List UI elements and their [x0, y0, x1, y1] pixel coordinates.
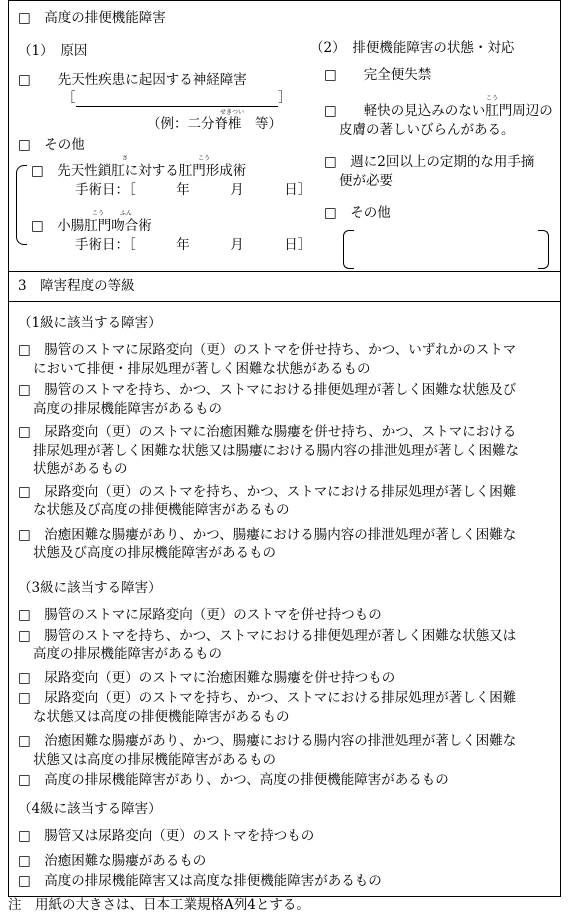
ruby-kou: こう — [198, 155, 211, 162]
grade1-item-3[interactable]: □ 尿路変向（更）のストマに治癒困難な腸瘻を併せ持ち、かつ、ストマにおける — [18, 424, 517, 440]
sub2-checkbox[interactable]: □ 小腸肛門吻合術 — [31, 218, 152, 234]
grade3-item-2[interactable]: □ 腸管のストマを持ち、かつ、ストマにおける排便処理が著しく困難な状態又は — [18, 627, 517, 644]
grade4-item-2[interactable]: □ 治癒困難な腸瘻があるもの — [18, 852, 207, 869]
grade4-item-3[interactable]: □ 高度の排尿機能障害又は高度な排便機能障害があるもの — [18, 873, 382, 889]
grade3-title: （3級に該当する障害） — [18, 580, 162, 596]
grade3-item-2-cont-1: 高度の排尿機能障害があるもの — [33, 646, 222, 662]
cause-other-checkbox[interactable]: □ その他 — [18, 137, 85, 153]
other-box-tl[interactable] — [343, 230, 354, 241]
brace-line — [16, 174, 17, 234]
disease-input-line[interactable] — [76, 106, 278, 107]
grade3-item-5-cont-1: 状態又は高度の排尿機能障害があるもの — [33, 751, 276, 768]
footnote: 注 用紙の大きさは、日本工業規格A列4とする。 — [8, 897, 310, 913]
cause-title: （1） 原因 — [18, 43, 88, 59]
ruby-kou3: こう — [486, 95, 499, 102]
ruby-fun: ふん — [120, 210, 133, 217]
sub1-checkbox[interactable]: □ 先天性鎖肛に対する肛門形成術 — [31, 163, 247, 179]
other-box-left — [343, 239, 344, 259]
grade1-item-5-cont-1: 状態及び高度の排尿機能障害があるもの — [33, 545, 276, 561]
grade3-item-6[interactable]: □ 高度の排尿機能障害があり、かつ、高度の排便機能障害があるもの — [18, 772, 449, 788]
grade1-item-3-cont-2: 状態があるもの — [33, 461, 128, 477]
state-manual-evacuation-line2: 便が必要 — [339, 173, 393, 189]
other-box-bl — [343, 258, 354, 269]
state-complete-incontinence[interactable]: □ 完全便失禁 — [324, 67, 432, 83]
grade1-item-4[interactable]: □ 尿路変向（更）のストマを持ち、かつ、ストマにおける排尿処理が著しく困難 — [18, 483, 517, 500]
grade1-item-5[interactable]: □ 治癒困難な腸瘻があり、かつ、腸瘻における腸内容の排泄処理が著しく困難な — [18, 526, 517, 543]
grade1-item-2[interactable]: □ 腸管のストマを持ち、かつ、ストマにおける排便処理が著しく困難な状態及び — [18, 382, 517, 398]
grade4-title: （4級に該当する障害） — [18, 801, 162, 817]
ruby-sa: さ — [122, 155, 129, 162]
grade4-item-1[interactable]: □ 腸管又は尿路変向（更）のストマを持つもの — [18, 828, 315, 844]
state-other-checkbox[interactable]: □ その他 — [324, 205, 391, 221]
other-box-right — [548, 239, 549, 259]
bracket-open: ［ — [62, 90, 76, 106]
state-title: （2） 排便機能障害の状態・対応 — [310, 40, 515, 56]
cause-congenital-checkbox[interactable]: □ 先天性疾患に起因する神経障害 — [18, 72, 247, 88]
grade3-item-3[interactable]: □ 尿路変向（更）のストマに治癒困難な腸瘻を併せ持つもの — [18, 669, 396, 686]
brace-top — [16, 165, 27, 176]
grade1-title: （1級に該当する障害） — [18, 315, 162, 331]
grade1-item-3-cont-1: 排尿処理が著しく困難な状態又は腸瘻における腸内容の排泄処理が著しく困難な — [33, 442, 519, 459]
section3-title: 3 障害程度の等級 — [18, 278, 135, 294]
surgery-date-2[interactable]: 手術日：［ 年 月 日］ — [75, 237, 312, 253]
grade1-item-1-cont-1: において排便・排尿処理が著しく困難な状態があるもの — [33, 360, 371, 377]
state-skin-erosion-line1[interactable]: □ 軽快の見込みのない肛門周辺の — [324, 103, 553, 119]
header-checkbox-item[interactable]: □ 高度の排便機能障害 — [18, 10, 166, 26]
state-manual-evacuation-line1[interactable]: □ 週に2回以上の定期的な用手摘 — [324, 154, 535, 170]
grade3-item-4-cont-1: な状態又は高度の排便機能障害があるもの — [33, 708, 290, 725]
grade1-item-2-cont-1: 高度の排尿機能障害があるもの — [33, 400, 222, 417]
grade3-item-1[interactable]: □ 腸管のストマに尿路変向（更）のストマを併せ持つもの — [18, 607, 382, 623]
ruby-kou2: こう — [92, 210, 105, 217]
surgery-date-1[interactable]: 手術日：［ 年 月 日］ — [75, 182, 312, 198]
grade3-item-5[interactable]: □ 治癒困難な腸瘻があり、かつ、腸瘻における腸内容の排泄処理が著しく困難な — [18, 733, 517, 749]
state-skin-erosion-line2: 皮膚の著しいびらんがある。 — [339, 122, 515, 138]
grade1-item-1[interactable]: □ 腸管のストマに尿路変向（更）のストマを併せ持ち、かつ、いずれかのストマ — [18, 342, 517, 358]
ruby-sekitsui: せきつい — [220, 109, 245, 116]
grade1-item-4-cont-1: な状態及び高度の排便機能障害があるもの — [33, 502, 290, 518]
bracket-close: ］ — [278, 90, 292, 106]
grade3-item-4[interactable]: □ 尿路変向（更）のストマを持ち、かつ、ストマにおける排尿処理が著しく困難 — [18, 690, 517, 706]
example-text: （例：二分脊椎 等） — [147, 116, 282, 132]
